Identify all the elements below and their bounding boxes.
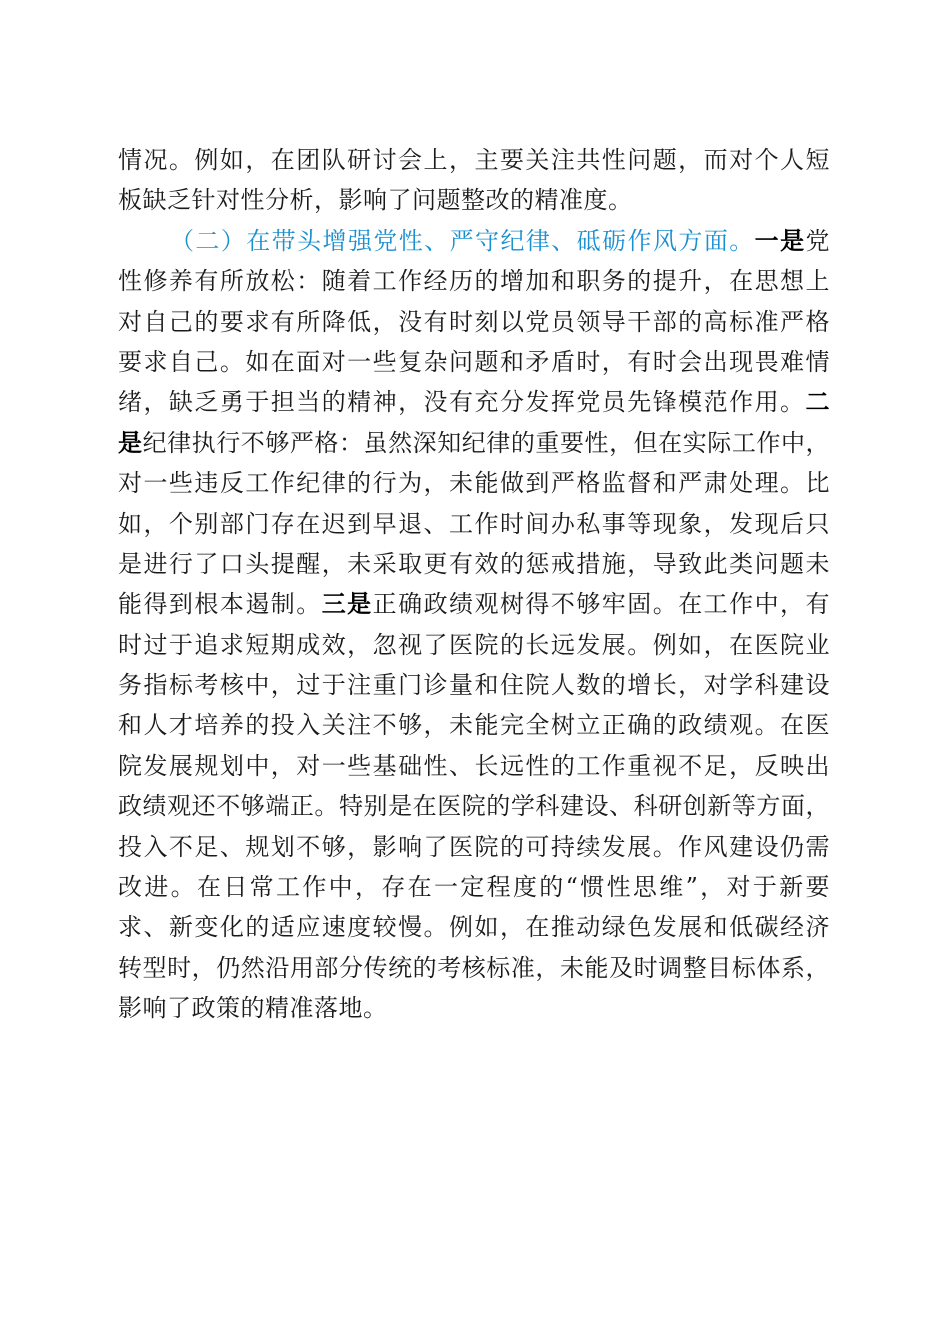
text-line [118,423,830,463]
text-line: 改进。在日常工作中，存在一定程度的“惯性思维”，对于新要 [118,873,830,902]
text-line: 求、新变化的适应速度较慢。例如，在推动绿色发展和低碳经济 [118,913,830,942]
body-text [118,140,830,1029]
text-line: 板缺乏针对性分析，影响了问题整改的精准度。 [118,186,633,215]
text-line: 和人才培养的投入关注不够，未能完全树立正确的政绩观。在医 [118,711,830,740]
text-line: 性修养有所放松：随着工作经历的增加和职务的提升，在思想上 [118,267,830,296]
text-fragment: 正确政绩观树得不够牢固。在工作中，有 [372,590,831,619]
text-fragment: 纪律执行不够严格：虽然深知纪律的重要性，但在实际工作中， [142,428,831,457]
enumerator-second-part2: 是 [118,427,143,457]
text-line: 院发展规划中，对一些基础性、长远性的工作重视不足，反映出 [118,751,830,780]
text-line: 对自己的要求有所降低，没有时刻以党员领导干部的高标准严格 [118,307,830,336]
text-line [118,382,830,422]
text-fragment: 能得到根本遏制。 [118,590,322,619]
text-line: 情况。例如，在团队研讨会上，主要关注共性问题，而对个人短 [118,146,830,174]
text-line: 影响了政策的精准落地。 [118,994,388,1023]
text-line [118,584,830,624]
text-line: 要求自己。如在面对一些复杂问题和矛盾时，有时会出现畏难情 [118,347,830,376]
text-line: 投入不足、规划不够，影响了医院的可持续发展。作风建设仍需 [118,832,830,861]
enumerator-first: 一是 [754,225,806,255]
text-line: 是进行了口头提醒，未采取更有效的惩戒措施，导致此类问题未 [118,549,830,578]
text-line: 转型时，仍然沿用部分传统的考核标准，未能及时调整目标体系， [118,953,830,982]
text-fragment: 绪，缺乏勇于担当的精神，没有充分发挥党员先锋模范作用。 [118,388,806,417]
text-line: 政绩观还不够端正。特别是在医院的学科建设、科研创新等方面， [118,792,830,821]
text-line: 如，个别部门存在迟到早退、工作时间办私事等现象，发现后只 [118,509,830,538]
enumerator-third: 三是 [321,589,373,619]
text-line: 时过于追求短期成效，忽视了医院的长远发展。例如，在医院业 [118,630,830,659]
section-heading: （二）在带头增强党性、严守纪律、砥砺作风方面。 [170,226,755,255]
enumerator-second-part1: 二 [805,387,830,417]
text-fragment: 党 [805,226,831,255]
text-line: 对一些违反工作纪律的行为，未能做到严格监督和严肃处理。比 [118,469,830,498]
section-heading-line [118,221,830,261]
text-line: 务指标考核中，过于注重门诊量和住院人数的增长，对学科建设 [118,671,830,700]
